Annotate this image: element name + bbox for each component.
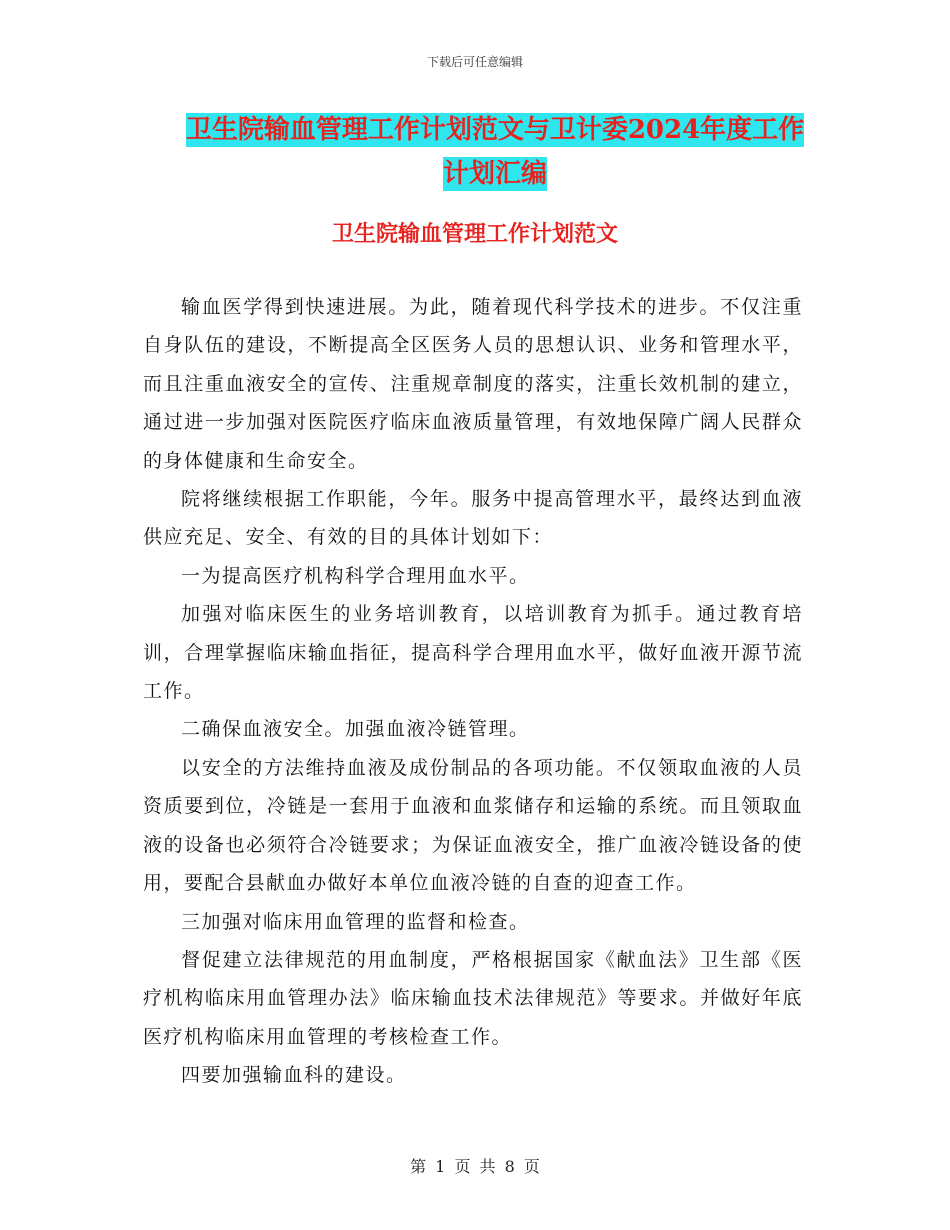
page-header: 下载后可任意编辑 (426, 55, 523, 69)
paragraph: 以安全的方法维持血液及成份制品的各项功能。不仅领取血液的人员资质要到位，冷链是一套用于血液和血浆储存和运输的系统。而且领取血液的设备也必须符合冷链要求；为保证血液安全，推广血液冷链设备的使用，要配合县献血办做好本单位血液冷链的自查的迎查工作。 (143, 756, 803, 895)
document-title (145, 108, 845, 196)
paragraph: 输血医学得到快速进展。为此，随着现代科学技术的进步。不仅注重自身队伍的建设，不断提高全区医务人员的思想认识、业务和管理水平，而且注重血液安全的宣传、注重规章制度的落实，注重长效机制的建立，通过进一步加强对医院医疗临床血液质量管理，有效地保障广阔人民群众的身体健康和生命安全。 (143, 296, 803, 472)
document-title-line-2: 计划汇编 (442, 159, 547, 189)
document-title-line-1: 卫生院输血管理工作计划范文与卫计委2024年度工作 (185, 115, 805, 145)
page-footer: 第 1 页 共 8 页 (410, 1157, 540, 1176)
paragraph: 院将继续根据工作职能，今年。服务中提高管理水平，最终达到血液供应充足、安全、有效的目的具体计划如下： (143, 488, 803, 549)
paragraph: 加强对临床医生的业务培训教育，以培训教育为抓手。通过教育培训，合理掌握临床输血指征，提高科学合理用血水平，做好血液开源节流工作。 (143, 603, 803, 703)
paragraph: 三加强对临床用血管理的监督和检查。 (181, 910, 530, 933)
paragraph: 一为提高医疗机构科学合理用血水平。 (181, 564, 530, 587)
paragraph: 二确保血液安全。加强血液冷链管理。 (181, 718, 530, 741)
paragraph: 督促建立法律规范的用血制度，严格根据国家《献血法》卫生部《医疗机构临床用血管理办法》临床输血技术法律规范》等要求。并做好年底医疗机构临床用血管理的考核检查工作。 (143, 948, 803, 1048)
body-text (143, 288, 803, 1095)
section-title: 卫生院输血管理工作计划范文 (331, 221, 618, 247)
paragraph: 四要加强输血科的建设。 (181, 1064, 407, 1087)
